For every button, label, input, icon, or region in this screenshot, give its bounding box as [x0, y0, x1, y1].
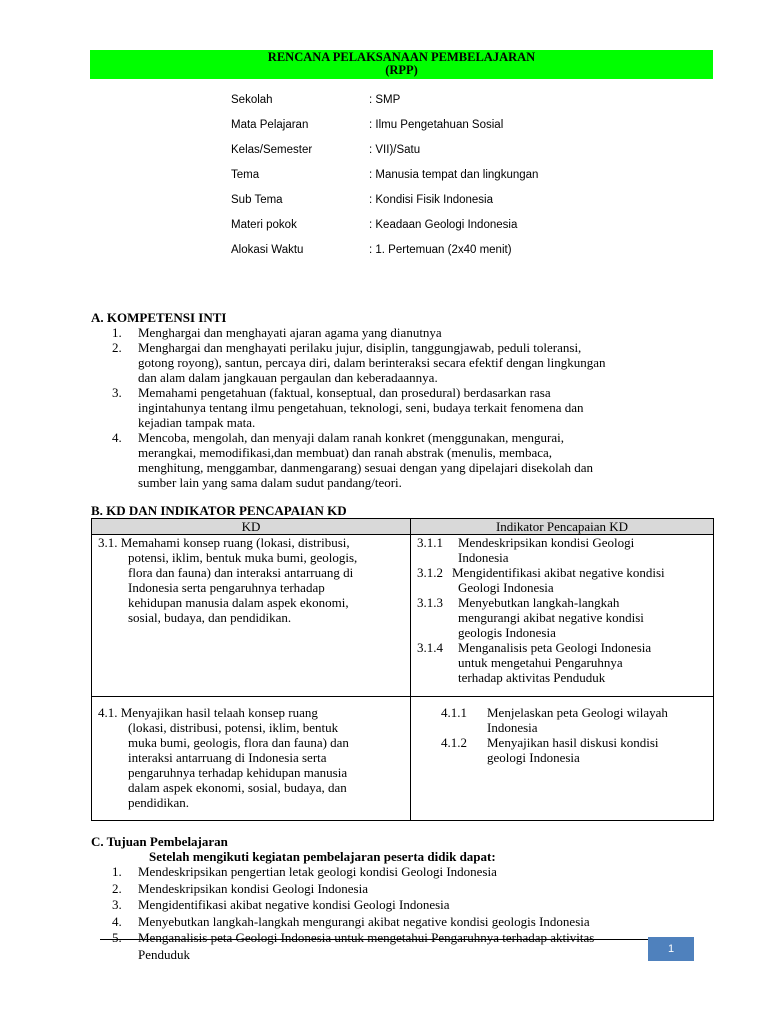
kd-text: 3.1. Memahami konsep ruang (lokasi, distribusi, potensi, iklim, bentuk muka bumi, geologis, flora dan fauna) dan interaksi antarruang di Indonesia serta pengaruhnya terhadap kehidupan manusia dalam aspek ekonomi, sosial, budaya, dan pendidikan.	[98, 535, 358, 625]
list-item: 2. Menghargai dan menghayati perilaku jujur, disiplin, tanggungjawab, peduli toleransi, gotong royong), santun, percaya diri, dalam berinteraksi secara efektif dengan lingkungan dan alam dalam jangkauan pergaulan dan keberadaannya.	[112, 340, 606, 385]
section-a-list	[112, 325, 702, 490]
section-b-heading: B. KD DAN INDIKATOR PENCAPAIAN KD	[91, 503, 347, 518]
section-a-heading: A. KOMPETENSI INTI	[91, 310, 227, 325]
kd-column-header: KD	[92, 519, 411, 535]
indicator-item: 4.1.2 Menyajikan hasil diskusi kondisi geologi Indonesia	[441, 735, 659, 765]
indicator-item: 3.1.2 Mengidentifikasi akibat negative kondisi Geologi Indonesia	[417, 565, 665, 595]
document-title-banner	[90, 50, 713, 79]
table-row	[92, 697, 714, 821]
indicator-item: 3.1.4 Menganalisis peta Geologi Indonesia untuk mengetahui Pengaruhnya terhadap aktivitas Penduduk	[417, 640, 652, 685]
list-item: 3. Mengidentifikasi akibat negative kondisi Geologi Indonesia	[112, 897, 450, 912]
list-item: 1. Mendeskripsikan pengertian letak geologi kondisi Geologi Indonesia	[112, 864, 497, 879]
indikator-column-header: Indikator Pencapaian KD	[411, 519, 714, 535]
list-item: 2. Mendeskripsikan kondisi Geologi Indonesia	[112, 880, 368, 896]
indicator-item: 3.1.1 Mendeskripsikan kondisi Geologi Indonesia	[417, 535, 635, 565]
table-row	[92, 535, 714, 697]
indicator-item: 3.1.3 Menyebutkan langkah-langkah mengurangi akibat negative kondisi geologis Indonesia	[417, 595, 644, 640]
list-item: 3. Memahami pengetahuan (faktual, konseptual, dan prosedural) berdasarkan rasa ingintahunya tentang ilmu pengetahuan, teknologi, seni, budaya terkait fenomena dan kejadian tampak mata.	[112, 385, 584, 430]
list-item: 4. Mencoba, mengolah, dan menyaji dalam ranah konkret (menggunakan, mengurai, merangkai, memodifikasi,dan membuat) dan ranah abstrak (menulis, membaca, menghitung, menggambar, danmengarang) sesuai dengan yang dipelajari disekolah dan sumber lain yang sama dalam sudut pandang/teori.	[112, 430, 594, 490]
section-c-subheading: Setelah mengikuti kegiatan pembelajaran peserta didik dapat:	[149, 849, 496, 864]
kd-cell	[92, 697, 411, 821]
footer-divider	[100, 939, 682, 940]
section-c-heading: C. Tujuan Pembelajaran	[91, 834, 228, 849]
list-item: 4. Menyebutkan langkah-langkah mengurangi akibat negative kondisi geologis Indonesia	[112, 913, 590, 929]
list-item: 1. Menghargai dan menghayati ajaran agama yang dianutnya	[112, 325, 442, 340]
indikator-cell	[411, 535, 714, 697]
section-c-list	[112, 864, 712, 963]
kd-text: 4.1. Menyajikan hasil telaah konsep ruang (lokasi, distribusi, potensi, iklim, bentuk muka bumi, geologis, flora dan fauna) dan interaksi antarruang di Indonesia serta pengaruhnya terhadap kehidupan manusia dalam aspek ekonomi, sosial, budaya, dan pendidikan.	[98, 705, 349, 810]
list-item: 5. Menganalisis peta Geologi Indonesia untuk mengetahui Pengaruhnya terhadap aktivitas Penduduk	[112, 930, 595, 962]
document-subtitle: (RPP)	[385, 62, 418, 77]
page-number-badge: 1	[648, 937, 694, 961]
document-title: RENCANA PELAKSANAAN PEMBELAJARAN	[267, 50, 536, 64]
kd-cell	[92, 535, 411, 697]
indicator-item: 4.1.1 Menjelaskan peta Geologi wilayah Indonesia	[441, 705, 668, 735]
indikator-cell	[411, 697, 714, 821]
kd-table	[91, 518, 714, 821]
